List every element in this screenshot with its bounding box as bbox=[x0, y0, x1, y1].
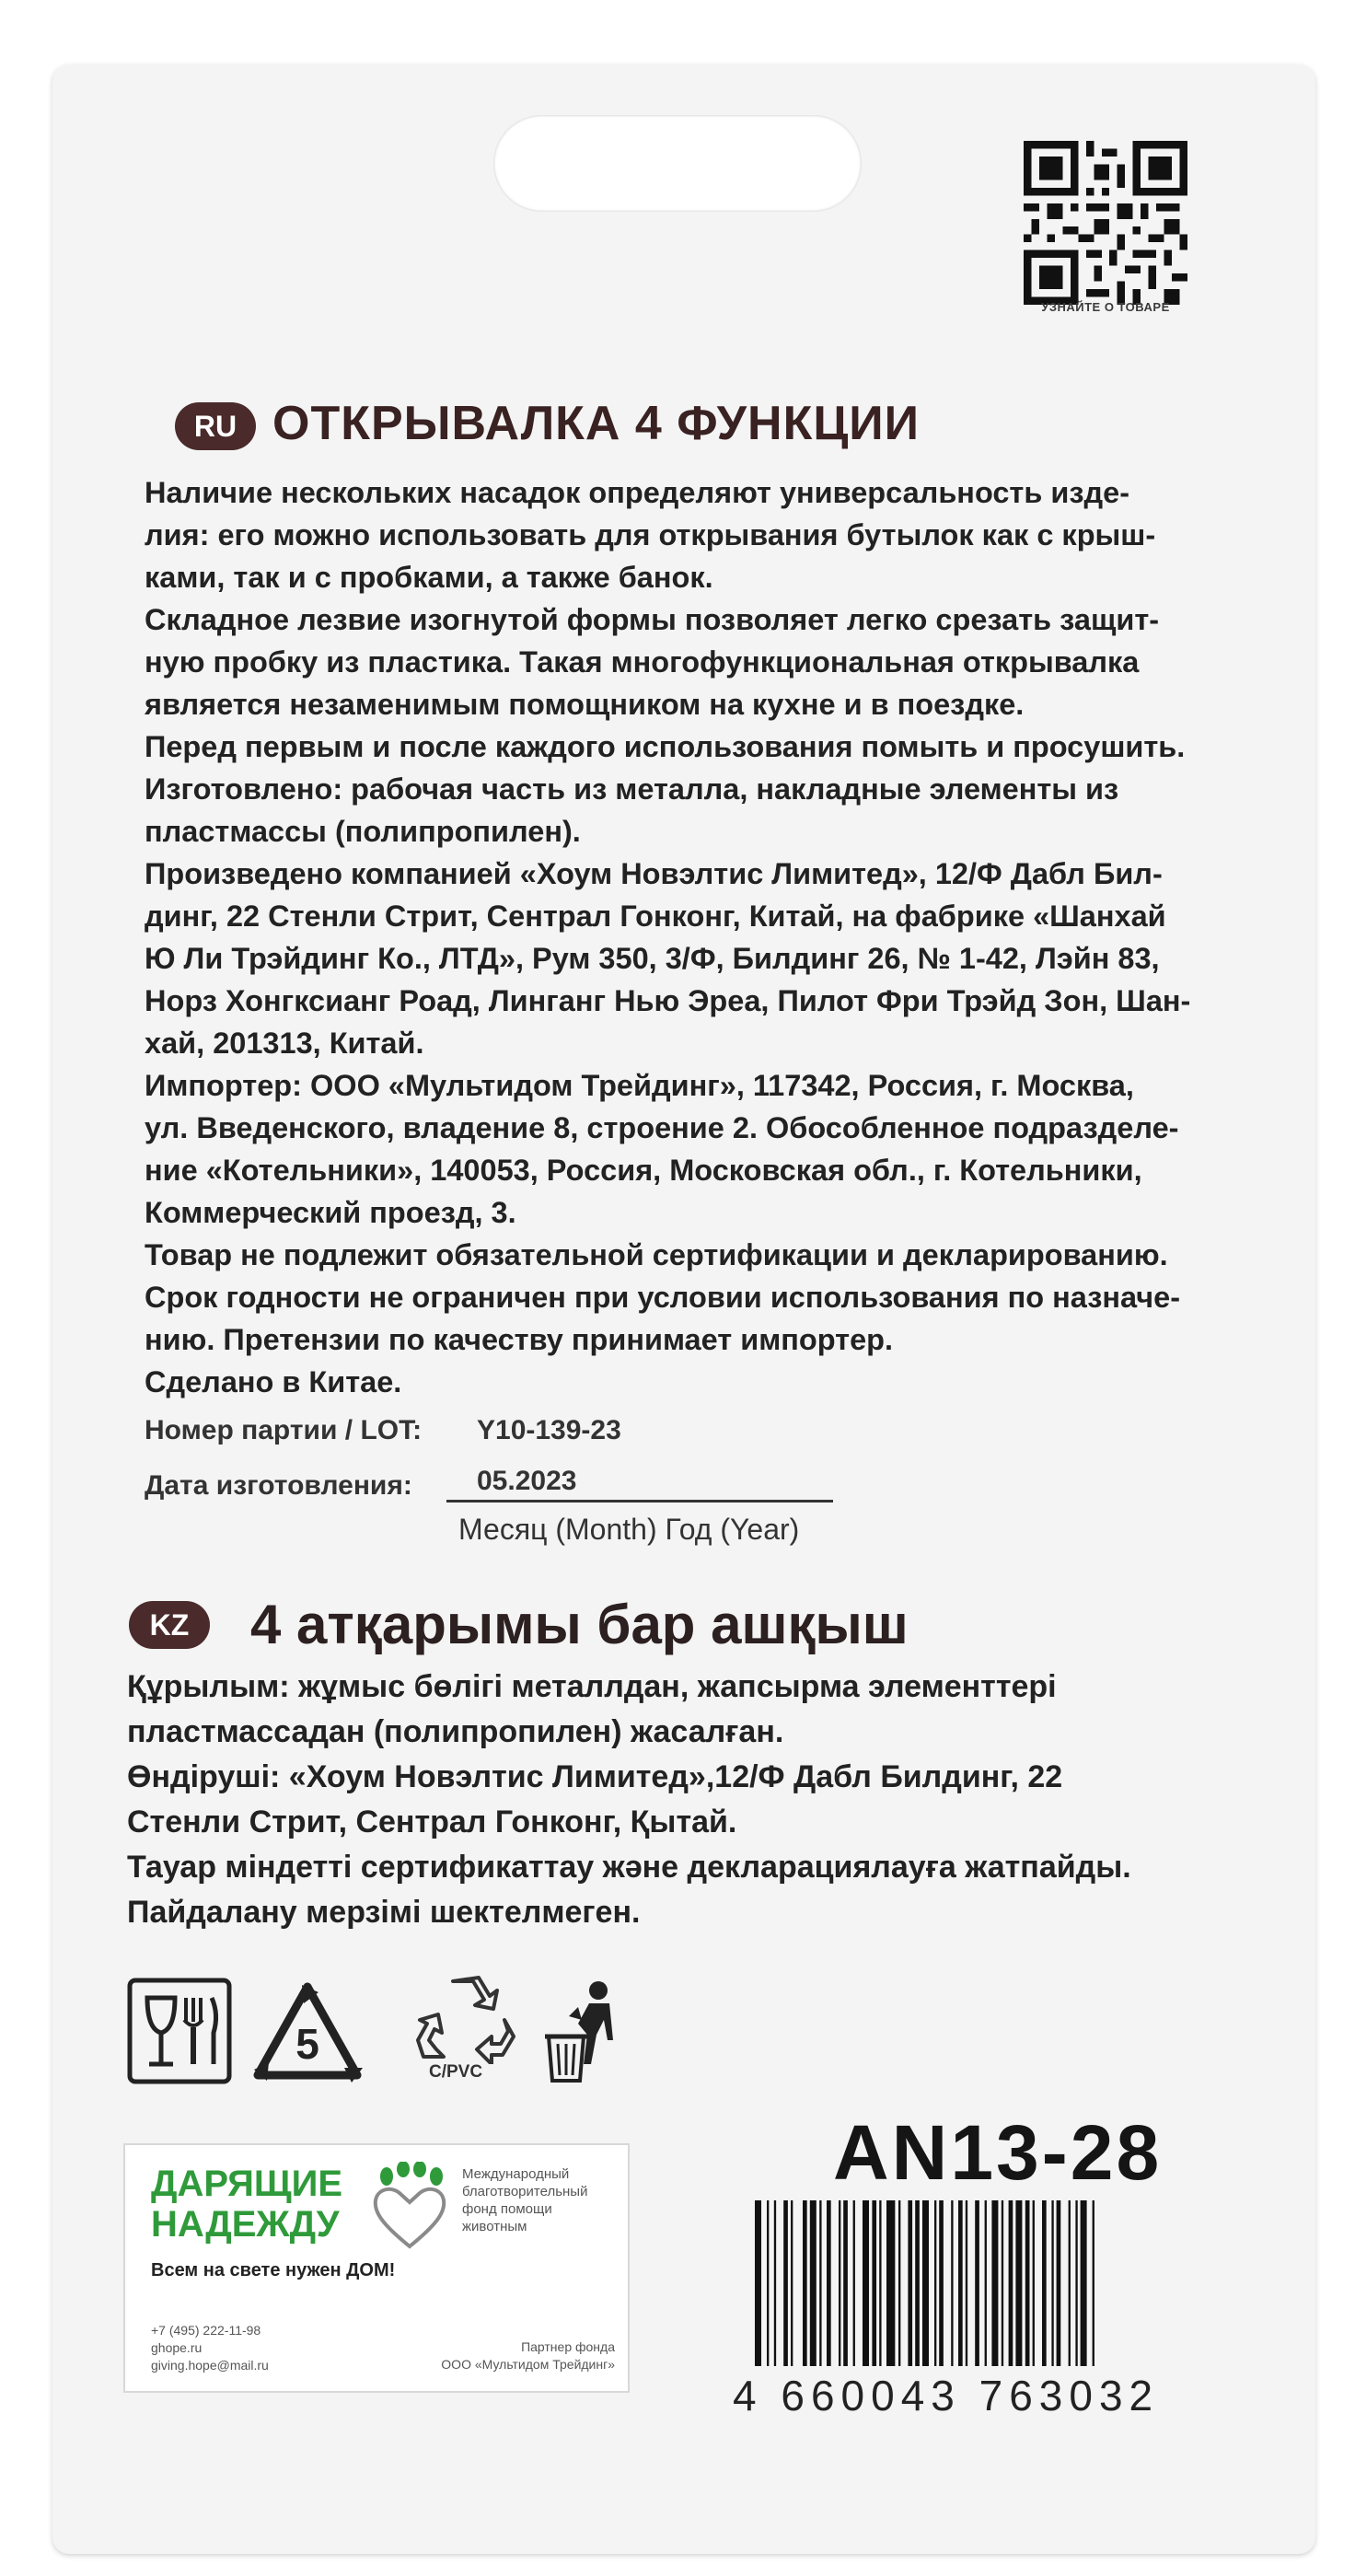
charity-slogan: Всем на свете нужен ДОМ! bbox=[151, 2260, 396, 2280]
recycle-triangle-icon bbox=[249, 1979, 366, 2086]
barcode-bar bbox=[966, 2200, 967, 2366]
barcode-bar bbox=[1093, 2200, 1094, 2366]
ru-body-line: нию. Претензии по качеству принимает импортер. bbox=[145, 1323, 894, 1356]
ru-body-line: Импортер: ООО «Мультидом Трейдинг», 117342, Россия, г. Москва, bbox=[145, 1069, 1134, 1102]
barcode-bar bbox=[783, 2200, 788, 2366]
recycle-number: 5 bbox=[295, 2020, 319, 2068]
barcode-bar bbox=[827, 2200, 831, 2366]
barcode-digits: 4 660043 763032 bbox=[733, 2372, 1160, 2419]
kz-language-badge: KZ bbox=[129, 1601, 210, 1649]
date-underline bbox=[446, 1500, 833, 1503]
barcode-bar bbox=[1009, 2200, 1013, 2366]
barcode-bar bbox=[1025, 2200, 1030, 2366]
charity-site[interactable]: ghope.ru bbox=[151, 2340, 203, 2355]
tidyman-icon bbox=[541, 1979, 624, 2083]
ru-body-line: Ю Ли Трэйдинг Ко., ЛТД», Рум 350, 3/Ф, Билдинг 26, № 1-42, Лэйн 83, bbox=[145, 942, 1160, 975]
ru-body-line: Произведено компанией «Хоум Новэлтис Лимитед», 12/Ф Дабл Бил- bbox=[145, 857, 1163, 890]
barcode-bar bbox=[1051, 2200, 1053, 2366]
barcode-bar bbox=[898, 2200, 900, 2366]
kz-body-line: пластмассадан (полипропилен) жасалған. bbox=[127, 1714, 784, 1749]
ru-body-line: ками, так и с пробками, а также банок. bbox=[145, 561, 713, 594]
charity-partner-name: ООО «Мультидом Трейдинг» bbox=[441, 2357, 615, 2372]
ru-body-line: лия: его можно использовать для открывания бутылок как с крыш- bbox=[145, 518, 1156, 551]
ru-body-line: Изготовлено: рабочая часть из металла, накладные элементы из bbox=[145, 772, 1119, 806]
kz-product-title: 4 атқарымы бар ашқыш bbox=[250, 1594, 909, 1655]
ru-body-line: ул. Введенского, владение 8, строение 2. Обособленное подразделе- bbox=[145, 1111, 1179, 1144]
charity-name-line2: НАДЕЖДУ bbox=[151, 2204, 340, 2245]
barcode-bar bbox=[853, 2200, 855, 2366]
recycle-arrows-icon bbox=[416, 1972, 517, 2064]
ru-body-line: Норз Хонгксианг Роад, Линганг Нью Эреа, Пилот Фри Трэйд Зон, Шан- bbox=[145, 984, 1191, 1017]
barcode-bar bbox=[958, 2200, 963, 2366]
kz-body-line: Өндіруші: «Хоум Новэлтис Лимитед»,12/Ф Дабл Билдинг, 22 bbox=[127, 1759, 1063, 1794]
barcode-bar bbox=[915, 2200, 920, 2366]
manufacture-date-value: 05.2023 bbox=[477, 1466, 577, 1496]
barcode-bar bbox=[774, 2200, 776, 2366]
kz-body-line: Тауар міндетті сертификаттау және декларациялауға жатпайды. bbox=[127, 1850, 1131, 1885]
barcode-bar bbox=[934, 2200, 936, 2366]
barcode-bar bbox=[985, 2200, 987, 2366]
barcode-bar bbox=[810, 2200, 816, 2366]
lot-label: Номер партии / LOT: bbox=[145, 1415, 423, 1445]
ru-body-line: ние «Котельники», 140053, Россия, Московская обл., г. Котельники, bbox=[145, 1154, 1142, 1187]
barcode-bar bbox=[951, 2200, 953, 2366]
barcode-bar bbox=[863, 2200, 869, 2366]
barcode-bar bbox=[1081, 2200, 1087, 2366]
barcode-bar bbox=[886, 2200, 895, 2366]
barcode-bar bbox=[939, 2200, 944, 2366]
barcode-bar bbox=[872, 2200, 876, 2366]
ru-body-line: Складное лезвие изогнутой формы позволяет легко срезать защит- bbox=[145, 603, 1160, 636]
ru-body-line: Перед первым и после каждого использования помыть и просушить. bbox=[145, 730, 1186, 763]
kz-description bbox=[127, 1665, 1241, 1935]
barcode-bar bbox=[1015, 2200, 1022, 2366]
charity-block bbox=[123, 2143, 630, 2393]
barcode-bar bbox=[1069, 2200, 1071, 2366]
ru-language-badge: RU bbox=[175, 402, 256, 450]
barcode-bar bbox=[767, 2200, 769, 2366]
barcode-bar bbox=[991, 2200, 998, 2366]
qr-code[interactable] bbox=[1024, 141, 1187, 305]
barcode-bar bbox=[1033, 2200, 1035, 2366]
barcode-bar bbox=[819, 2200, 821, 2366]
barcode bbox=[753, 2200, 1218, 2366]
ru-body-line: Наличие нескольких насадок определяют универсальность изде- bbox=[145, 476, 1130, 509]
ru-body-line: динг, 22 Стенли Стрит, Сентрал Гонконг, Китай, на фабрике «Шанхай bbox=[145, 899, 1166, 933]
ru-body-line: является незаменимым помощником на кухне и в поездке. bbox=[145, 688, 1025, 721]
barcode-bar bbox=[803, 2200, 807, 2366]
barcode-bar bbox=[922, 2200, 929, 2366]
lot-value: Y10-139-23 bbox=[477, 1415, 621, 1445]
charity-partner bbox=[441, 2338, 615, 2373]
charity-email[interactable]: giving.hope@mail.ru bbox=[151, 2358, 269, 2373]
recycle-material-label: C/PVC bbox=[429, 2062, 483, 2082]
barcode-bar bbox=[879, 2200, 881, 2366]
ru-product-title: ОТКРЫВАЛКА 4 ФУНКЦИИ bbox=[272, 397, 921, 450]
kz-body-line: Пайдалану мерзімі шектелмеген. bbox=[127, 1895, 641, 1930]
ru-body-line: хай, 201313, Китай. bbox=[145, 1027, 424, 1060]
barcode-bar bbox=[839, 2200, 840, 2366]
barcode-bar bbox=[755, 2200, 761, 2366]
ru-body-line: Срок годности не ограничен при условии использования по назначе- bbox=[145, 1281, 1181, 1314]
ru-body-line: пластмассы (полипропилен). bbox=[145, 815, 581, 848]
barcode-bar bbox=[908, 2200, 912, 2366]
barcode-bar bbox=[1075, 2200, 1077, 2366]
barcode-bar bbox=[1057, 2200, 1061, 2366]
kz-body-line: Стенли Стрит, Сентрал Гонконг, Қытай. bbox=[127, 1804, 737, 1839]
charity-phone[interactable]: +7 (495) 222-11-98 bbox=[151, 2323, 261, 2338]
manufacture-date-label: Дата изготовления: bbox=[145, 1470, 412, 1501]
charity-contacts bbox=[151, 2322, 269, 2374]
barcode-bar bbox=[1002, 2200, 1003, 2366]
charity-name-line1: ДАРЯЩИЕ bbox=[151, 2164, 343, 2204]
barcode-bar bbox=[791, 2200, 793, 2366]
hang-hole bbox=[493, 115, 862, 212]
ru-body-line: Сделано в Китае. bbox=[145, 1365, 402, 1398]
model-number: AN13-28 bbox=[833, 2109, 1163, 2196]
kz-body-line: Құрылым: жұмыс бөлігі металлдан, жапсырма элементтері bbox=[127, 1669, 1057, 1704]
date-caption: Месяц (Month) Год (Year) bbox=[458, 1513, 800, 1546]
barcode-bar bbox=[1042, 2200, 1047, 2366]
charity-partner-label: Партнер фонда bbox=[521, 2339, 615, 2354]
barcode-bar bbox=[975, 2200, 979, 2366]
barcode-bar bbox=[843, 2200, 848, 2366]
paw-heart-icon bbox=[366, 2162, 454, 2254]
ru-body-line: ную пробку из пластика. Такая многофункциональная открывалка bbox=[145, 645, 1140, 679]
charity-description: Международный благотворительный фонд помощи животным bbox=[462, 2166, 588, 2234]
ru-body-line: Товар не подлежит обязательной сертификации и декларированию. bbox=[145, 1238, 1168, 1271]
ru-body-line: Коммерческий проезд, 3. bbox=[145, 1196, 516, 1229]
ru-description bbox=[145, 471, 1240, 1403]
food-safe-icon bbox=[127, 1978, 232, 2084]
qr-caption: УЗНАЙТЕ О ТОВАРЕ bbox=[1041, 300, 1170, 314]
charity-name bbox=[151, 2164, 390, 2245]
